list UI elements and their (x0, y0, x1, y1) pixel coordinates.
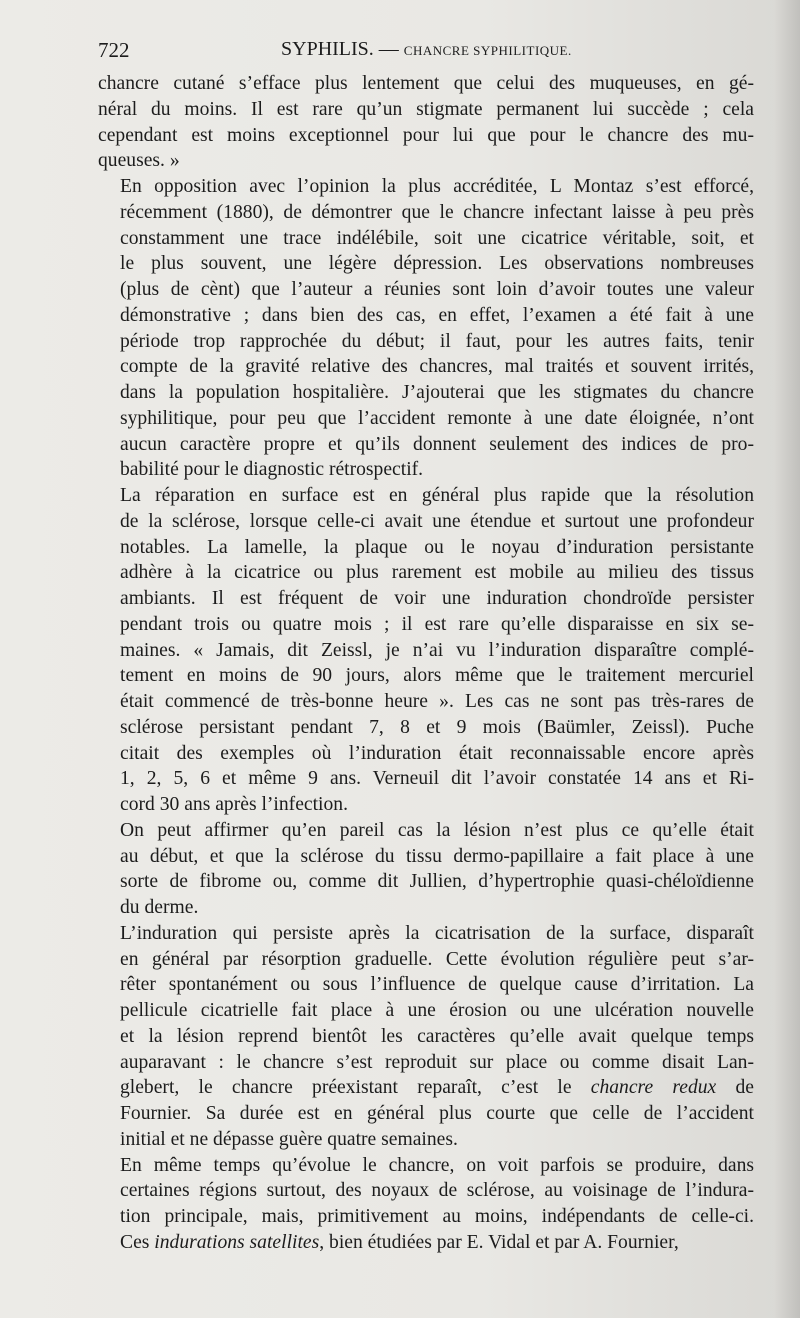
text-line: chancre cutané s’efface plus lentement que celui des muqueuses, en gé- (98, 73, 754, 94)
text-line: La réparation en surface est en général plus rapide que la résolution (120, 485, 754, 506)
text-line: en général par résorption graduelle. Cette évolution régulière peut s’ar- (120, 948, 754, 970)
text-line: aucun caractère propre et qu’ils donnent seulement des indices de pro- (120, 433, 754, 455)
paragraph (98, 483, 754, 818)
italic-term: indurations satellites (154, 1231, 320, 1253)
text-line: constamment une trace indélébile, soit une cicatrice véritable, soit, et (120, 227, 754, 249)
text-line: sorte de fibrome ou, comme dit Jullien, d’hypertrophie quasi-chéloïdienne (120, 871, 754, 893)
text-line: pellicule cicatrielle fait place à une érosion ou une ulcération nouvelle (120, 1000, 754, 1021)
text-line: compte de la gravité relative des chancres, mal traités et souvent irrités, (120, 356, 754, 378)
running-title (281, 38, 572, 61)
body-text (98, 71, 754, 1256)
text-line: au début, et que la sclérose du tissu dermo-papillaire a fait place à une (120, 845, 754, 867)
text-line: ambiants. Il est fréquent de voir une induration chondroïde persister (120, 588, 754, 609)
text-line: certaines régions surtout, des noyaux de sclérose, au voisinage de l’indura- (120, 1180, 754, 1202)
text-line: rêter spontanément ou sous l’influence de quelque cause d’irritation. La (120, 974, 754, 996)
text-line: et la lésion reprend bientôt les caractères qu’elle avait quelque temps (120, 1025, 754, 1047)
text-line: babilité pour le diagnostic rétrospectif. (120, 459, 424, 481)
running-title-small: CHANCRE SYPHILITIQUE. (403, 43, 572, 58)
text-line: était commencé de très-bonne heure ». Les cas ne sont pas très-rares de (120, 691, 754, 712)
text-line: queuses. » (98, 150, 180, 172)
text-line: glebert, le chancre préexistant reparaît, c’est le chancre redux de (120, 1077, 754, 1099)
text-line: notables. La lamelle, la plaque ou le noyau d’induration persistante (120, 536, 754, 558)
text-line: sclérose persistant pendant 7, 8 et 9 mois (Baümler, Zeissl). Puche (120, 716, 754, 738)
page-number: 722 (98, 38, 130, 62)
paragraph (98, 174, 754, 483)
text-line: de la sclérose, lorsque celle-ci avait une étendue et surtout une profondeur (120, 510, 754, 532)
text-line: période trop rapprochée du début; il faut, pour les autres faits, tenir (120, 330, 754, 352)
paragraph (98, 71, 754, 174)
text-line: néral du moins. Il est rare qu’un stigmate permanent lui succède ; cela (98, 98, 754, 120)
text-line: En opposition avec l’opinion la plus accréditée, L Montaz s’est efforcé, (120, 176, 754, 197)
text-line: Fournier. Sa durée est en général plus courte que celle de l’accident (120, 1103, 754, 1124)
text-line: syphilitique, pour peu que l’accident remonte à une date éloignée, n’ont (120, 407, 754, 429)
text-line: tion principale, mais, primitivement au moins, indépendants de celle-ci. (120, 1206, 754, 1227)
page-header (98, 38, 754, 68)
paragraph (98, 1153, 754, 1256)
text-line: Ces indurations satellites, bien étudiées par E. Vidal et par A. Fournier, (120, 1231, 679, 1253)
text-line: (plus de cènt) que l’auteur a réunies sont loin d’avoir toutes une valeur (120, 279, 754, 300)
text-line: En même temps qu’évolue le chancre, on voit parfois se produire, dans (120, 1154, 754, 1176)
text-line: tement en moins de 90 jours, alors même que le traitement mercuriel (120, 665, 754, 687)
text-line: citait des exemples où l’induration était reconnaissable encore après (120, 742, 754, 764)
text-line: dans la population hospitalière. J’ajouterai que les stigmates du chancre (120, 382, 754, 403)
text-line: adhère à la cicatrice ou plus rarement est mobile au milieu des tissus (120, 562, 754, 584)
text-line: cependant est moins exceptionnel pour lui que pour le chancre des mu- (98, 124, 754, 146)
text-line: démonstrative ; dans bien des cas, en effet, l’examen a été fait à une (120, 304, 754, 326)
text-line: auparavant : le chancre s’est reproduit sur place ou comme disait Lan- (120, 1051, 754, 1073)
italic-term: chancre redux (590, 1077, 717, 1099)
text-line: cord 30 ans après l’infection. (120, 794, 348, 815)
paragraph (98, 921, 754, 1153)
running-title-main: SYPHILIS. — (281, 38, 399, 60)
text-line: pendant trois ou quatre mois ; il est rare qu’elle disparaisse en six se- (120, 613, 754, 635)
text-line: On peut affirmer qu’en pareil cas la lésion n’est plus ce qu’elle était (120, 819, 754, 841)
page-gutter-shadow (774, 0, 800, 1318)
text-line: maines. « Jamais, dit Zeissl, je n’ai vu l’induration disparaître complé- (120, 639, 754, 661)
text-line: du derme. (120, 897, 199, 918)
text-line: L’induration qui persiste après la cicatrisation de la surface, disparaît (120, 922, 754, 944)
text-line: initial et ne dépasse guère quatre semaines. (120, 1128, 458, 1150)
paragraph (98, 818, 754, 921)
text-line: le plus souvent, une légère dépression. Les observations nombreuses (120, 253, 754, 275)
text-line: 1, 2, 5, 6 et même 9 ans. Verneuil dit l’avoir constatée 14 ans et Ri- (120, 768, 754, 790)
text-line: récemment (1880), de démontrer que le chancre infectant laisse à peu près (120, 201, 754, 223)
